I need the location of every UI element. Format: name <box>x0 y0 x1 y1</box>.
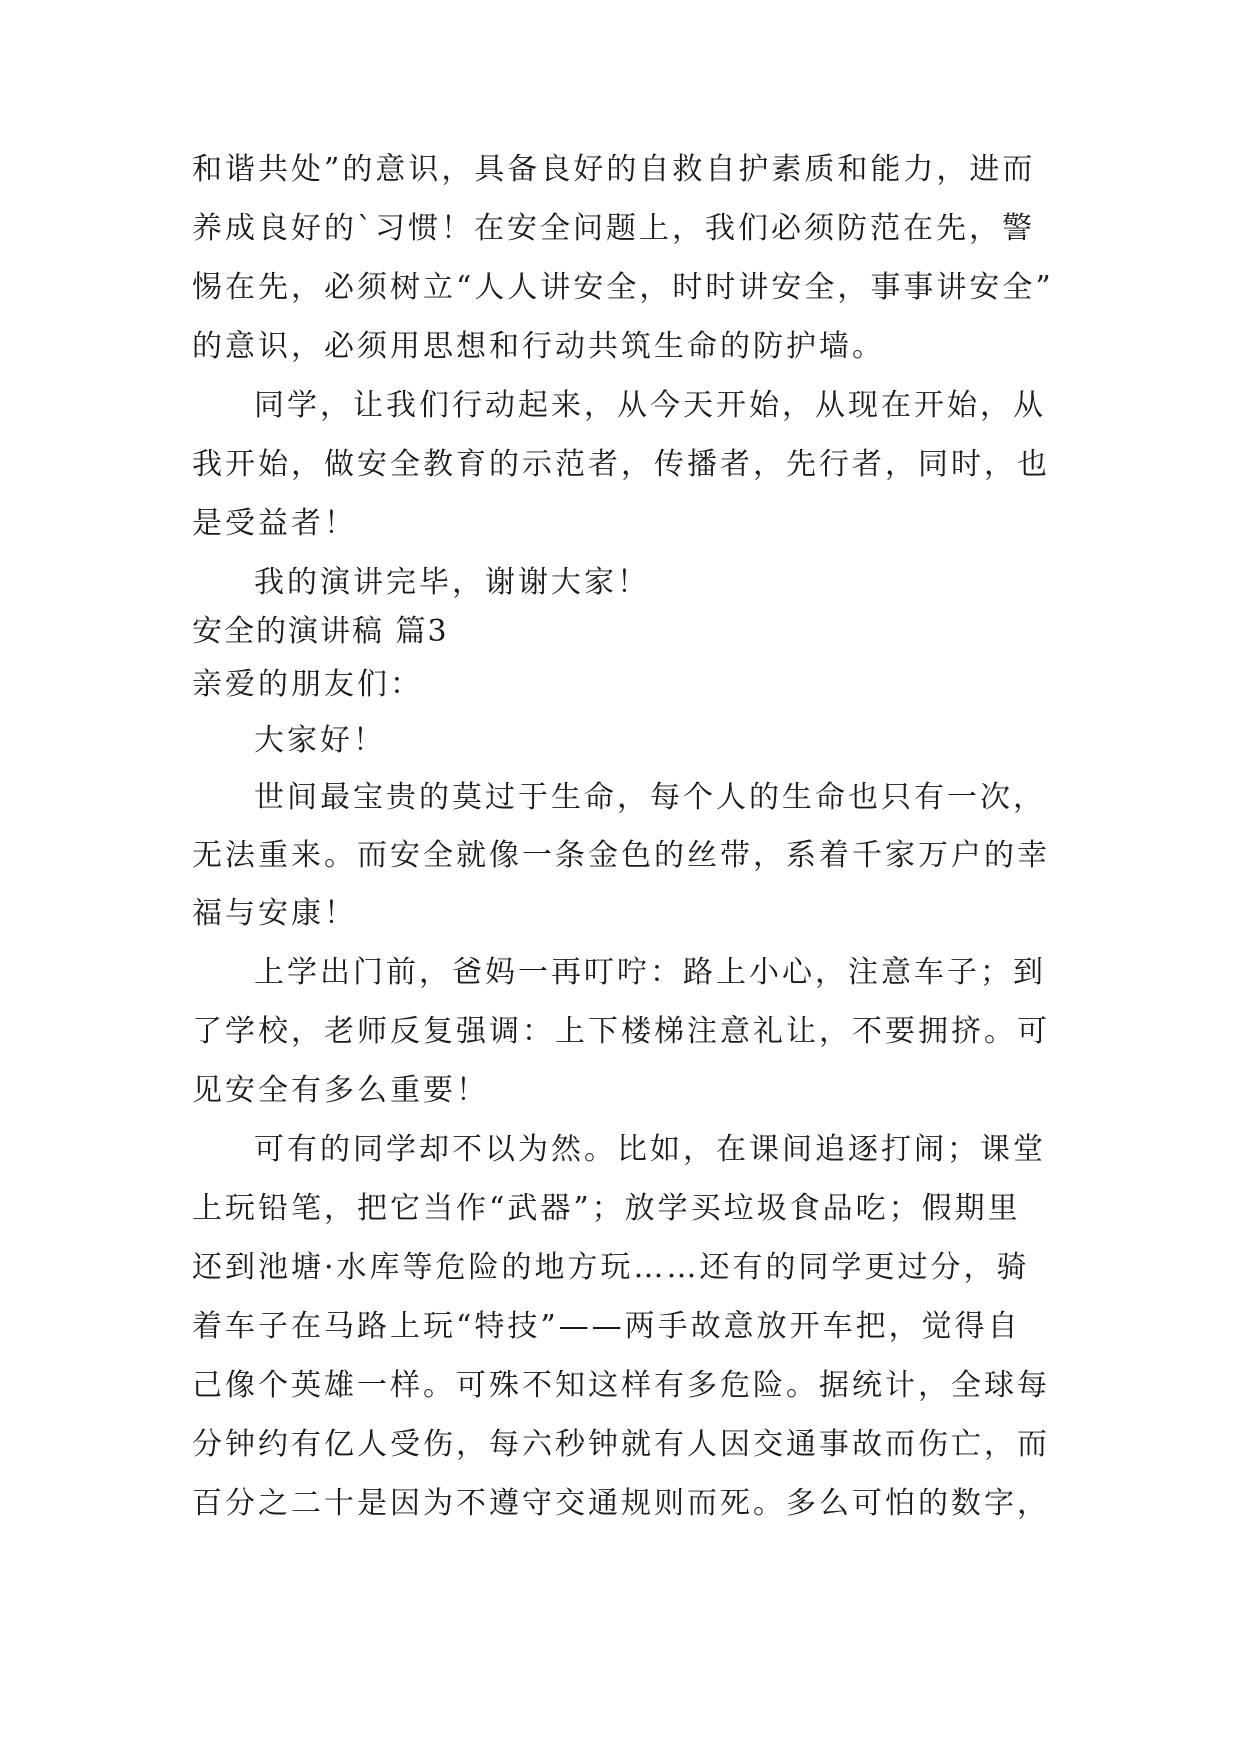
text-line: 上玩铅笔，把它当作“武器”；放学买垃圾食品吃；假期里 <box>192 1191 1021 1226</box>
text-line: 还到池塘·水库等危险的地方玩……还有的同学更过分，骑 <box>192 1250 1030 1285</box>
paragraph-first-line: 上学出门前，爸妈一再叮咛：路上小心，注意车子；到 <box>254 955 1046 990</box>
text-line: 的意识，必须用思想和行动共筑生命的防护墙。 <box>192 329 885 364</box>
text-line: 养成良好的`习惯！在安全问题上，我们必须防范在先，警 <box>192 211 1035 246</box>
text-line: 百分之二十是因为不遵守交通规则而死。多么可怕的数字， <box>192 1486 1050 1521</box>
paragraph-first-line: 可有的同学却不以为然。比如，在课间追逐打闹；课堂 <box>254 1132 1046 1167</box>
text-line: 福与安康！ <box>192 896 357 931</box>
text-line: 和谐共处”的意识，具备良好的自救自护素质和能力，进而 <box>192 152 1036 187</box>
text-line: 己像个英雄一样。可殊不知这样有多危险。据统计，全球每 <box>192 1368 1050 1403</box>
text-line: 着车子在马路上玩“特技”——两手故意放开车把，觉得自 <box>192 1309 1021 1344</box>
text-line: 是受益者！ <box>192 506 357 541</box>
section-title: 安全的演讲稿 篇3 <box>192 614 449 649</box>
text-line: 惕在先，必须树立“人人讲安全，时时讲安全，事事讲安全” <box>192 270 1054 305</box>
paragraph-first-line: 我的演讲完毕，谢谢大家！ <box>254 565 650 600</box>
text-line: 我开始，做安全教育的示范者，传播者，先行者，同时，也 <box>192 447 1050 482</box>
paragraph-first-line: 同学，让我们行动起来，从今天开始，从现在开始，从 <box>254 388 1046 423</box>
paragraph-first-line: 世间最宝贵的莫过于生命，每个人的生命也只有一次， <box>254 780 1046 815</box>
text-line: 了学校，老师反复强调：上下楼梯注意礼让，不要拥挤。可 <box>192 1014 1050 1049</box>
text-line: 分钟约有亿人受伤，每六秒钟就有人因交通事故而伤亡，而 <box>192 1427 1050 1462</box>
salutation: 亲爱的朋友们： <box>192 667 423 702</box>
text-line: 见安全有多么重要！ <box>192 1073 489 1108</box>
greeting: 大家好！ <box>254 723 386 758</box>
text-line: 无法重来。而安全就像一条金色的丝带，系着千家万户的幸 <box>192 838 1050 873</box>
